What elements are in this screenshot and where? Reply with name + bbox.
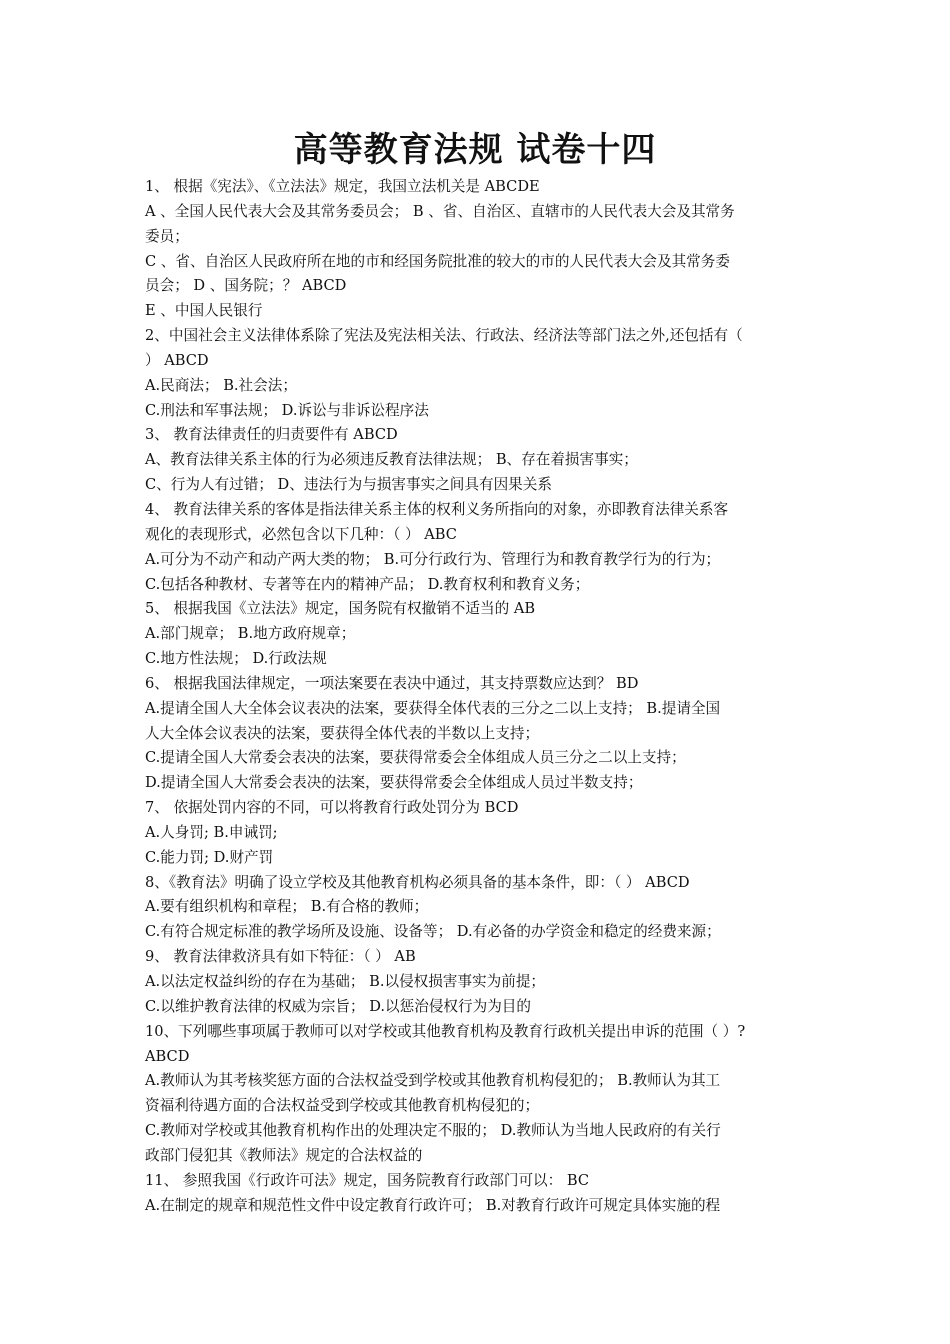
text-line: ABCD: [145, 1047, 190, 1065]
text-line: 9、 教育法律救济具有如下特征：（ ） AB: [145, 948, 416, 966]
text-line: C、行为人有过错； D、违法行为与损害事实之间具有因果关系: [145, 476, 552, 494]
text-line: 10、下列哪些事项属于教师可以对学校或其他教育机构及教育行政机关提出申诉的范围（ ）?: [145, 1022, 746, 1040]
text-line: A.教师认为其考核奖惩方面的合法权益受到学校或其他教育机构侵犯的； B.教师认为其工: [145, 1072, 721, 1090]
text-line: C 、省、自治区人民政府所在地的市和经国务院批准的较大的市的人民代表大会及其常务委: [145, 252, 730, 270]
text-line: 4、 教育法律关系的客体是指法律关系主体的权利义务所指向的对象，亦即教育法律关系客: [145, 500, 729, 518]
text-line: A.人身罚; B.申诫罚;: [145, 823, 278, 841]
text-line: 员会； D 、国务院；？ ABCD: [145, 277, 347, 295]
text-line: A.在制定的规章和规范性文件中设定教育行政许可； B.对教育行政许可规定具体实施的程: [145, 1196, 721, 1214]
text-line: 6、 根据我国法律规定，一项法案要在表决中通过，其支持票数应达到？ BD: [145, 674, 639, 692]
text-line: A.民商法； B.社会法；: [145, 376, 297, 394]
text-line: C.刑法和军事法规； D.诉讼与非诉讼程序法: [145, 401, 429, 419]
text-line: A.部门规章； B.地方政府规章；: [145, 625, 356, 643]
text-line: 5、 根据我国《立法法》规定，国务院有权撤销不适当的 AB: [145, 600, 536, 618]
text-line: C.教师对学校或其他教育机构作出的处理决定不服的； D.教师认为当地人民政府的有关行: [145, 1122, 721, 1140]
text-line: 观化的表现形式，必然包含以下几种：（ ） ABC: [145, 525, 457, 543]
text-line: C.有符合规定标准的教学场所及设施、设备等； D.有必备的办学资金和稳定的经费来源；: [145, 923, 721, 941]
text-line: 8、《教育法》明确了设立学校及其他教育机构必须具备的基本条件，即：（ ） ABCD: [145, 873, 690, 891]
text-line: C.包括各种教材、专著等在内的精神产品； D.教育权利和教育义务；: [145, 575, 590, 593]
text-line: 委员；: [145, 227, 189, 245]
text-line: 政部门侵犯其《教师法》规定的合法权益的: [145, 1146, 423, 1164]
text-line: 11、 参照我国《行政许可法》规定，国务院教育行政部门可以： BC: [145, 1171, 590, 1189]
text-line: 2、中国社会主义法律体系除了宪法及宪法相关法、行政法、经济法等部门法之外,还包括有（: [145, 327, 743, 345]
exam-body: [145, 175, 815, 1218]
document-title: 高等教育法规 试卷十四: [293, 130, 657, 170]
text-line: 资福利待遇方面的合法权益受到学校或其他教育机构侵犯的；: [145, 1097, 540, 1115]
text-line: 7、 依据处罚内容的不同，可以将教育行政处罚分为 BCD: [145, 799, 519, 817]
text-line: A.提请全国人大全体会议表决的法案，要获得全体代表的三分之二以上支持； B.提请全国: [145, 699, 721, 717]
text-line: C.地方性法规； D.行政法规: [145, 650, 327, 668]
text-line: C.提请全国人大常委会表决的法案，要获得常委会全体组成人员三分之二以上支持；: [145, 749, 686, 767]
text-line: 1、 根据《宪法》、《立法法》规定，我国立法机关是 ABCDE: [145, 178, 540, 195]
text-line: A.可分为不动产和动产两大类的物； B.可分行政行为、管理行为和教育教学行为的行为；: [145, 550, 721, 568]
text-line: C.能力罚; D.财产罚: [145, 848, 274, 866]
text-line: A.要有组织机构和章程； B.有合格的教师；: [145, 898, 429, 916]
text-line: E 、中国人民银行: [145, 302, 263, 320]
text-line: ） ABCD: [145, 351, 209, 369]
text-line: A 、全国人民代表大会及其常务委员会； B 、省、自治区、直辖市的人民代表大会及其常务: [145, 202, 735, 220]
text-line: 人大全体会议表决的法案，要获得全体代表的半数以上支持；: [145, 724, 540, 742]
text-line: D.提请全国人大常委会表决的法案，要获得常委会全体组成人员过半数支持；: [145, 774, 643, 792]
text-line: C.以维护教育法律的权威为宗旨； D.以惩治侵权行为为目的: [145, 997, 531, 1015]
text-line: A.以法定权益纠纷的存在为基础； B.以侵权损害事实为前提；: [145, 973, 546, 990]
text-line: A、教育法律关系主体的行为必须违反教育法律法规； B、存在着损害事实；: [145, 451, 638, 469]
text-line: 3、 教育法律责任的归责要件有 ABCD: [145, 426, 398, 444]
